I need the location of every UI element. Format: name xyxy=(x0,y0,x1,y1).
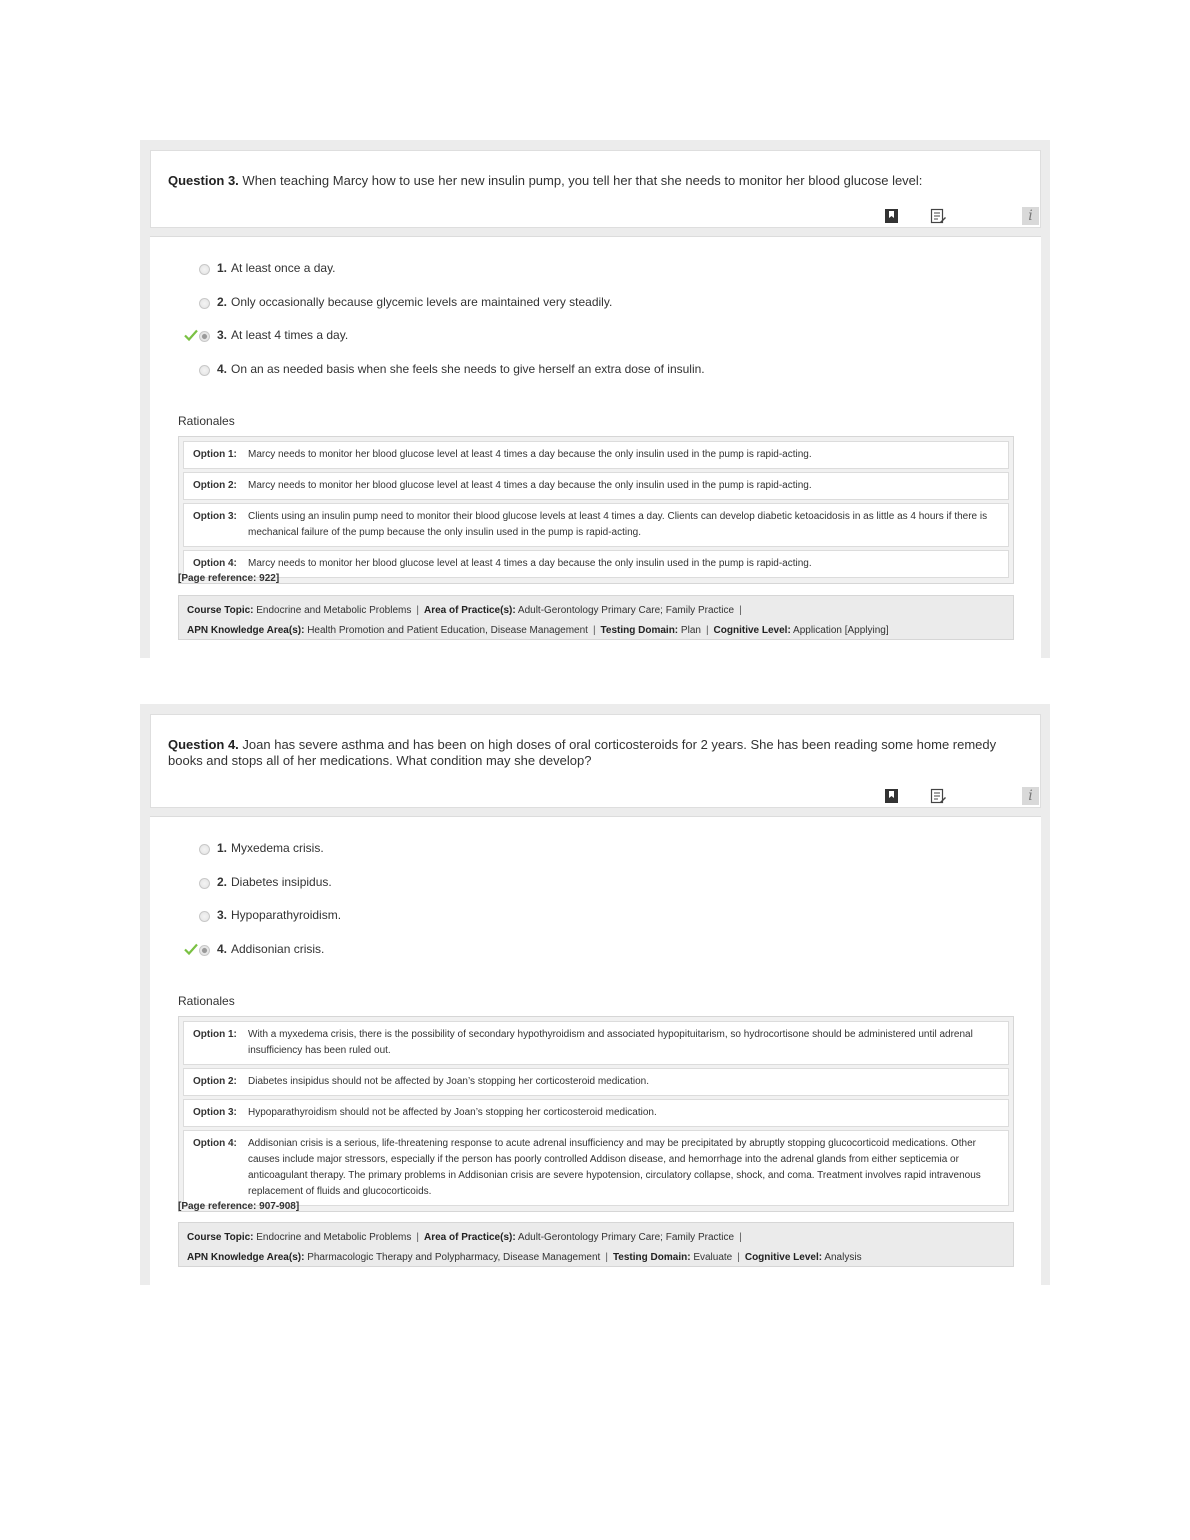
apn-knowledge-area: Health Promotion and Patient Education, Disease Management xyxy=(307,625,588,636)
rationale-row xyxy=(183,1068,1009,1096)
option-number: 1. xyxy=(217,841,228,855)
course-topic-label: Course Topic: xyxy=(187,605,254,616)
area-of-practice: Adult-Gerontology Primary Care; Family Practice xyxy=(517,605,735,616)
cognitive-level: Analysis xyxy=(824,1252,862,1263)
question-text xyxy=(168,737,1024,769)
option-text: Only occasionally because glycemic levels are maintained very steadily. xyxy=(231,294,613,309)
info-icon[interactable]: i xyxy=(1022,787,1039,805)
option-number: 4. xyxy=(217,941,228,956)
page-reference: [Page reference: 907-908] xyxy=(178,1201,300,1212)
notes-icon[interactable] xyxy=(930,208,946,224)
question-metadata: Course Topic: Endocrine and Metabolic Problems | Area of Practice(s): Adult-Gerontology Primary Care; Family Practice | APN Knowledge Area(s): Health Promotion and Patient Education, Disease Management | Testing Domain: Plan | Cognitive Level: Application [Applying] xyxy=(178,595,1014,640)
testing-domain: Evaluate xyxy=(693,1252,733,1263)
option-text: On an as needed basis when she feels she needs to give herself an extra dose of insulin. xyxy=(231,361,705,376)
rationale-row xyxy=(183,472,1009,500)
rationales-table xyxy=(178,436,1014,584)
rationales-heading: Rationales xyxy=(178,994,235,1008)
rationale-label: Option 4: xyxy=(193,1138,237,1149)
radio-button-selected[interactable] xyxy=(199,331,210,342)
question-body xyxy=(150,236,1041,658)
option-text: At least 4 times a day. xyxy=(231,328,349,342)
rationale-label: Option 1: xyxy=(193,1029,237,1040)
rationale-text: Marcy needs to monitor her blood glucose level at least 4 times a day because the only insulin used in the pump is rapid-acting. xyxy=(248,558,812,569)
option-number: 4. xyxy=(217,361,228,376)
rationale-row xyxy=(183,1130,1009,1206)
rationale-label: Option 1: xyxy=(193,449,237,460)
question-card-3 xyxy=(140,140,1050,658)
course-topic: Endocrine and Metabolic Problems xyxy=(256,605,412,616)
question-header xyxy=(150,150,1041,228)
question-card-4 xyxy=(140,704,1050,1285)
radio-button[interactable] xyxy=(199,298,210,309)
question-header xyxy=(150,714,1041,808)
question-metadata: Course Topic: Endocrine and Metabolic Problems | Area of Practice(s): Adult-Gerontology Primary Care; Family Practice | APN Knowledge Area(s): Pharmacologic Therapy and Polypharmacy, Disease Management | Testing Domain: Evaluate | Cognitive Level: Analysis xyxy=(178,1222,1014,1267)
question-body xyxy=(150,816,1041,1285)
rationale-label: Option 2: xyxy=(193,1076,237,1087)
rationale-text: Diabetes insipidus should not be affected by Joan’s stopping her corticosteroid medication. xyxy=(248,1076,649,1087)
radio-button[interactable] xyxy=(199,844,210,855)
course-topic-label: Course Topic: xyxy=(187,1232,254,1243)
question-stem: When teaching Marcy how to use her new insulin pump, you tell her that she needs to monitor her blood glucose level: xyxy=(242,173,923,188)
area-label: Area of Practice(s): xyxy=(423,1232,516,1243)
option-text: Myxedema crisis. xyxy=(231,841,324,855)
rationale-row xyxy=(183,441,1009,469)
question-label: Question 3. xyxy=(168,173,239,188)
rationale-text: Marcy needs to monitor her blood glucose level at least 4 times a day because the only insulin used in the pump is rapid-acting. xyxy=(248,480,812,491)
info-icon[interactable]: i xyxy=(1022,207,1039,225)
cognitive-label: Cognitive Level: xyxy=(744,1252,823,1263)
rationale-text: Addisonian crisis is a serious, life-threatening response to acute adrenal insufficiency and may be precipitated by abruptly stopping glucocorticoid medications. Other causes include major stressors, especially if the person has poorly controlled Addison disease, and hemorrhage into the adrenal glands from either septicemia or anticoagulant therapy. The primary problems in Addisonian crisis are severe hypotension, circulatory collapse, shock, and coma. Treatment involves rapid intravenous replacement of fluids and glucocorticoids. xyxy=(248,1138,981,1197)
rationales-heading: Rationales xyxy=(178,414,235,428)
radio-button[interactable] xyxy=(199,264,210,275)
radio-button[interactable] xyxy=(199,365,210,376)
option-text: At least once a day. xyxy=(231,261,336,275)
rationale-row xyxy=(183,1021,1009,1065)
option-text: Addisonian crisis. xyxy=(231,941,325,956)
rationales-table xyxy=(178,1016,1014,1212)
area-label: Area of Practice(s): xyxy=(423,605,516,616)
option-text: Hypoparathyroidism. xyxy=(231,908,342,922)
area-of-practice: Adult-Gerontology Primary Care; Family Practice xyxy=(517,1232,735,1243)
bookmark-icon[interactable] xyxy=(884,208,900,224)
domain-label: Testing Domain: xyxy=(612,1252,691,1263)
page-reference: [Page reference: 922] xyxy=(178,573,280,584)
course-topic: Endocrine and Metabolic Problems xyxy=(256,1232,412,1243)
option-number: 2. xyxy=(217,874,228,889)
rationale-label: Option 3: xyxy=(193,1107,237,1118)
apn-knowledge-area: Pharmacologic Therapy and Polypharmacy, Disease Management xyxy=(307,1252,601,1263)
checkmark-icon xyxy=(184,328,198,342)
checkmark-icon xyxy=(184,942,198,956)
rationale-text: Clients using an insulin pump need to monitor their blood glucose levels at least 4 times a day. Clients can develop diabetic ketoacidosis in as little as 4 hours if there is mechanical failure of the pump because the only insulin used in the pump is rapid-acting. xyxy=(248,511,988,538)
question-label: Question 4. xyxy=(168,737,239,752)
question-stem: Joan has severe asthma and has been on high doses of oral corticosteroids for 2 years. She has been reading some home remedy books and stops all of her medications. What condition may she develop? xyxy=(168,737,997,768)
option-text: Diabetes insipidus. xyxy=(231,874,332,889)
question-toolbar xyxy=(740,203,1040,227)
option-number: 3. xyxy=(217,328,228,342)
question-toolbar xyxy=(740,783,1040,807)
rationale-text: Hypoparathyroidism should not be affected by Joan’s stopping her corticosteroid medication. xyxy=(248,1107,657,1118)
rationale-row xyxy=(183,1099,1009,1127)
rationale-text: Marcy needs to monitor her blood glucose level at least 4 times a day because the only insulin used in the pump is rapid-acting. xyxy=(248,449,812,460)
rationale-row xyxy=(183,550,1009,578)
domain-label: Testing Domain: xyxy=(600,625,679,636)
rationale-label: Option 3: xyxy=(193,511,237,522)
rationale-label: Option 4: xyxy=(193,558,237,569)
cognitive-label: Cognitive Level: xyxy=(713,625,791,636)
rationale-label: Option 2: xyxy=(193,480,237,491)
radio-button[interactable] xyxy=(199,911,210,922)
apn-label: APN Knowledge Area(s): xyxy=(187,625,305,636)
option-number: 1. xyxy=(217,261,228,275)
option-number: 3. xyxy=(217,908,228,922)
cognitive-level: Application [Applying] xyxy=(793,625,889,636)
rationale-row xyxy=(183,503,1009,547)
rationale-text: With a myxedema crisis, there is the possibility of secondary hypothyroidism and associated hypopituitarism, so hydrocortisone should be administered until adrenal insufficiency has been ruled out. xyxy=(248,1029,973,1056)
bookmark-icon[interactable] xyxy=(884,788,900,804)
notes-icon[interactable] xyxy=(930,788,946,804)
apn-label: APN Knowledge Area(s): xyxy=(187,1252,305,1263)
testing-domain: Plan xyxy=(680,625,701,636)
radio-button-selected[interactable] xyxy=(199,945,210,956)
question-text xyxy=(168,173,1024,189)
option-number: 2. xyxy=(217,294,228,309)
radio-button[interactable] xyxy=(199,878,210,889)
